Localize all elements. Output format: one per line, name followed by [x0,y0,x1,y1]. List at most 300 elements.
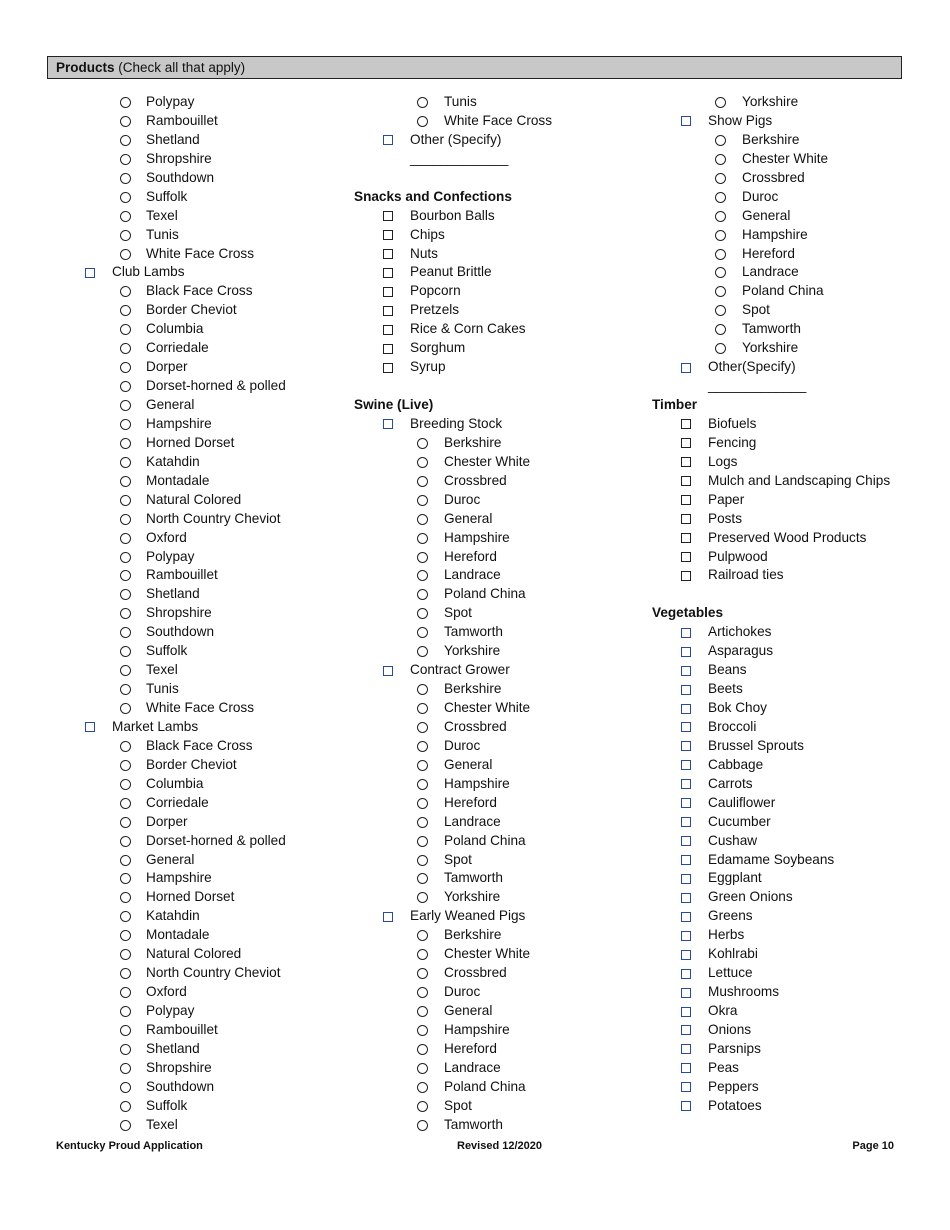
checkbox[interactable] [681,704,691,714]
radio-option[interactable] [120,930,131,941]
option-label: Black Face Cross [146,283,253,299]
radio-option[interactable] [417,589,428,600]
option-label: Beets [708,681,743,697]
checkbox[interactable] [681,552,691,562]
option-label: Montadale [146,472,210,488]
radio-option[interactable] [417,1101,428,1112]
option-label: Sorghum [410,340,466,356]
checkbox[interactable] [383,211,393,221]
option-label: Tunis [146,681,179,697]
option-label: Hampshire [146,870,212,886]
option-label: General [444,756,493,772]
option-label: Onions [708,1021,752,1037]
checkbox[interactable] [681,419,691,429]
radio-option[interactable] [417,495,428,506]
option-label: Texel [146,662,178,678]
radio-option[interactable] [715,305,726,316]
option-label: White Face Cross [146,700,255,715]
checkbox[interactable] [681,1063,691,1073]
option-label: Pretzels [410,302,460,318]
option-label: Popcorn [410,283,461,299]
option-label: Poland China [444,832,526,848]
option-label: Logs [708,453,738,469]
checkbox[interactable] [383,306,393,316]
option-label: Cucumber [708,813,771,829]
option-label: Hereford [444,548,497,564]
radio-option[interactable] [120,892,131,903]
radio-option[interactable] [417,1063,428,1074]
option-label: Duroc [444,737,481,753]
checkbox[interactable] [681,363,691,373]
radio-option[interactable] [120,230,131,241]
checkbox[interactable] [681,685,691,695]
radio-option[interactable] [417,722,428,733]
radio-option[interactable] [417,798,428,809]
radio-option[interactable] [417,97,428,108]
checkbox[interactable] [681,495,691,505]
footer-right: Page 10 [852,1140,894,1152]
checkbox[interactable] [383,135,393,145]
radio-option[interactable] [120,249,131,260]
option-label: Yorkshire [444,889,501,905]
radio-option[interactable] [120,286,131,297]
option-label: Railroad ties [708,567,784,583]
radio-option[interactable] [120,873,131,884]
checkbox[interactable] [681,779,691,789]
checkbox[interactable] [681,1007,691,1017]
radio-option[interactable] [417,438,428,449]
radio-option[interactable] [417,608,428,619]
radio-option[interactable] [120,1120,131,1131]
radio-option[interactable] [715,267,726,278]
footer-center: Revised 12/2020 [457,1140,543,1152]
heading-label: Timber [652,397,698,412]
option-label: Posts [708,510,742,526]
option-label: Tamworth [444,870,503,886]
radio-option[interactable] [417,703,428,714]
checkbox[interactable] [681,969,691,979]
checkbox[interactable] [681,931,691,941]
checkbox[interactable] [383,287,393,297]
checkbox[interactable] [383,419,393,429]
option-label: General [444,510,493,526]
radio-option[interactable] [120,211,131,222]
option-label: Texel [146,1116,178,1132]
checkbox[interactable] [85,722,95,732]
option-label: Yorkshire [444,643,501,659]
radio-option[interactable] [120,495,131,506]
radio-option[interactable] [715,211,726,222]
checkbox[interactable] [681,628,691,638]
radio-option[interactable] [120,836,131,847]
radio-option[interactable] [417,476,428,487]
radio-option[interactable] [417,930,428,941]
radio-option[interactable] [120,1044,131,1055]
option-label: Suffolk [146,643,188,659]
option-label: Herbs [708,927,745,943]
radio-option[interactable] [120,570,131,581]
radio-option[interactable] [417,949,428,960]
option-label: Dorset-horned & polled [146,378,286,394]
option-label: Katahdin [146,453,200,469]
radio-option[interactable] [417,779,428,790]
radio-option[interactable] [120,760,131,771]
radio-option[interactable] [120,1082,131,1093]
option-label: Polypay [146,548,195,564]
radio-option[interactable] [120,305,131,316]
radio-option[interactable] [120,684,131,695]
option-label: Potatoes [708,1097,762,1113]
radio-option[interactable] [715,192,726,203]
checkbox[interactable] [383,249,393,259]
option-label: Syrup [410,359,446,375]
radio-option[interactable] [120,741,131,752]
option-label: Other(Specify) [708,359,796,375]
radio-option[interactable] [417,1082,428,1093]
option-label: Yorkshire [742,340,799,356]
radio-option[interactable] [417,457,428,468]
option-label: Chester White [742,150,829,166]
checkbox[interactable] [681,741,691,751]
option-label: Parsnips [708,1040,761,1056]
checkbox[interactable] [681,457,691,467]
radio-option[interactable] [715,97,726,108]
option-label: Landrace [742,264,799,280]
checkbox[interactable] [681,514,691,524]
radio-option[interactable] [120,1063,131,1074]
option-label: Poland China [742,283,824,299]
heading-label: Snacks and Confections [354,188,512,204]
option-label: Chips [410,226,445,242]
radio-option[interactable] [417,1006,428,1017]
option-label: Spot [444,851,472,867]
option-label: Hampshire [444,529,510,545]
option-label: Brussel Sprouts [708,737,804,753]
option-label: Cabbage [708,756,764,772]
checkbox[interactable] [681,533,691,543]
option-label: Montadale [146,927,210,943]
option-label: Edamame Soybeans [708,851,835,867]
option-label: Columbia [146,775,204,791]
option-label: Tamworth [444,624,503,640]
radio-option[interactable] [417,533,428,544]
option-label: Peppers [708,1078,759,1094]
option-label: Rambouillet [146,1021,218,1037]
radio-option[interactable] [120,968,131,979]
radio-option[interactable] [417,514,428,525]
option-label: Horned Dorset [146,434,235,450]
option-label: Poland China [444,1078,526,1094]
option-label: Tamworth [444,1116,503,1132]
option-label: Natural Colored [146,946,242,962]
checkbox[interactable] [681,1044,691,1054]
radio-option[interactable] [417,817,428,828]
checkbox[interactable] [383,363,393,373]
option-label: Black Face Cross [146,737,253,753]
option-label: Market Lambs [112,718,199,734]
checkbox[interactable] [681,798,691,808]
checkbox[interactable] [681,1025,691,1035]
radio-option[interactable] [120,608,131,619]
option-label: Shropshire [146,605,212,621]
radio-option[interactable] [417,1044,428,1055]
checkbox[interactable] [383,912,393,922]
option-label: Tunis [444,94,477,109]
option-label: Hampshire [146,415,212,431]
option-label: Contract Grower [410,662,510,678]
radio-option[interactable] [120,476,131,487]
option-label: Duroc [444,984,481,1000]
radio-option[interactable] [120,949,131,960]
radio-option[interactable] [120,533,131,544]
option-label: Other (Specify) [410,131,502,147]
radio-option[interactable] [417,1025,428,1036]
option-label: Hereford [742,245,795,261]
option-label: Bok Choy [708,700,767,715]
option-label: Dorset-horned & polled [146,832,286,848]
radio-option[interactable] [417,627,428,638]
radio-option[interactable] [417,760,428,771]
option-label: Hampshire [444,1021,510,1037]
option-label: Dorper [146,813,188,829]
checkbox[interactable] [681,647,691,657]
option-label: Paper [708,491,745,507]
radio-option[interactable] [120,589,131,600]
checkbox[interactable] [681,950,691,960]
radio-option[interactable] [120,324,131,335]
specify-blank[interactable]: _____________ [410,150,509,166]
radio-option[interactable] [417,646,428,657]
option-label: Shetland [146,131,200,147]
option-label: Chester White [444,700,531,715]
option-label: Dorper [146,359,188,375]
checkbox[interactable] [383,268,393,278]
checkbox[interactable] [383,325,393,335]
radio-option[interactable] [417,836,428,847]
option-label: Berkshire [444,434,502,450]
option-label: North Country Cheviot [146,510,281,526]
option-label: Shropshire [146,1059,212,1075]
option-label: Kohlrabi [708,946,758,962]
radio-option[interactable] [417,987,428,998]
specify-blank[interactable]: _____________ [708,378,807,394]
option-label: Biofuels [708,415,757,431]
option-label: Spot [444,1097,472,1113]
checkbox[interactable] [681,722,691,732]
option-label: Spot [444,605,472,621]
option-label: Border Cheviot [146,302,237,318]
radio-option[interactable] [715,135,726,146]
option-label: Southdown [146,624,215,640]
radio-option[interactable] [120,97,131,108]
radio-option[interactable] [417,855,428,866]
radio-option[interactable] [120,779,131,790]
option-label: Bourbon Balls [410,207,495,223]
radio-option[interactable] [715,343,726,354]
checkbox[interactable] [681,874,691,884]
option-label: Broccoli [708,718,757,734]
option-label: Tunis [146,226,179,242]
option-label: Southdown [146,169,215,185]
option-label: Show Pigs [708,112,773,128]
option-label: Nuts [410,245,438,261]
radio-option[interactable] [120,173,131,184]
radio-option[interactable] [120,627,131,638]
option-label: Cushaw [708,832,758,848]
checkbox[interactable] [383,344,393,354]
option-label: Shetland [146,1040,200,1056]
checkbox[interactable] [681,912,691,922]
radio-option[interactable] [120,1101,131,1112]
option-label: Crossbred [444,472,507,488]
option-label: General [146,397,195,412]
option-label: Oxford [146,984,187,1000]
radio-option[interactable] [120,438,131,449]
section-title: Products [56,60,115,75]
radio-option[interactable] [120,552,131,563]
checkbox[interactable] [681,988,691,998]
radio-option[interactable] [120,665,131,676]
option-label: Poland China [444,586,526,602]
radio-option[interactable] [120,911,131,922]
checkbox[interactable] [681,893,691,903]
radio-option[interactable] [120,381,131,392]
radio-option[interactable] [715,286,726,297]
option-label: Peas [708,1059,739,1075]
checkbox[interactable] [681,116,691,126]
checkbox[interactable] [681,1082,691,1092]
section-note: (Check all that apply) [118,60,246,75]
radio-option[interactable] [120,400,131,411]
radio-option[interactable] [120,343,131,354]
radio-option[interactable] [120,135,131,146]
option-label: Mulch and Landscaping Chips [708,472,891,488]
option-label: General [146,851,195,867]
option-label: General [742,207,791,223]
radio-option[interactable] [715,173,726,184]
radio-option[interactable] [120,646,131,657]
option-label: Columbia [146,321,204,337]
checkbox[interactable] [681,817,691,827]
option-label: Landrace [444,567,501,583]
checkbox[interactable] [681,476,691,486]
radio-option[interactable] [417,741,428,752]
radio-option[interactable] [120,817,131,828]
radio-option[interactable] [120,154,131,165]
option-label: Katahdin [146,908,200,924]
checkbox[interactable] [681,571,691,581]
option-label: Berkshire [742,131,800,147]
option-label: Carrots [708,775,753,791]
radio-option[interactable] [120,703,131,714]
checkbox[interactable] [85,268,95,278]
checkbox[interactable] [681,438,691,448]
option-label: Chester White [444,946,531,962]
option-label: Horned Dorset [146,889,235,905]
option-label: North Country Cheviot [146,965,281,981]
option-label: Rambouillet [146,112,218,128]
radio-option[interactable] [120,1025,131,1036]
radio-option[interactable] [417,570,428,581]
option-label: Rice & Corn Cakes [410,321,526,337]
radio-option[interactable] [120,116,131,127]
radio-option[interactable] [120,457,131,468]
option-label: Asparagus [708,643,773,659]
radio-option[interactable] [417,968,428,979]
radio-option[interactable] [120,855,131,866]
radio-option[interactable] [120,798,131,809]
option-label: Shetland [146,586,200,602]
radio-option[interactable] [417,873,428,884]
option-label: Berkshire [444,681,502,697]
option-label: Mushrooms [708,984,780,1000]
checkbox[interactable] [681,666,691,676]
checkbox[interactable] [681,836,691,846]
radio-option[interactable] [417,684,428,695]
option-label: Hereford [444,794,497,810]
checkbox[interactable] [681,760,691,770]
radio-option[interactable] [417,892,428,903]
radio-option[interactable] [417,552,428,563]
option-label: Texel [146,207,178,223]
checkbox[interactable] [681,855,691,865]
option-label: Crossbred [444,718,507,734]
option-label: Berkshire [444,927,502,943]
option-label: Natural Colored [146,491,242,507]
option-label: Spot [742,302,770,318]
radio-option[interactable] [120,192,131,203]
radio-option[interactable] [715,230,726,241]
checkbox[interactable] [383,230,393,240]
option-label: Breeding Stock [410,415,503,431]
option-label: Suffolk [146,188,188,204]
option-label: Tamworth [742,321,801,337]
section-header [47,56,902,79]
option-label: Suffolk [146,1097,188,1113]
radio-option[interactable] [120,987,131,998]
checkbox[interactable] [681,1101,691,1111]
option-label: White Face Cross [146,245,255,261]
radio-option[interactable] [715,154,726,165]
option-label: Fencing [708,434,757,450]
option-label: Chester White [444,453,531,469]
option-label: Early Weaned Pigs [410,908,526,924]
radio-option[interactable] [120,362,131,373]
option-label: Duroc [742,188,779,204]
option-label: Cauliflower [708,794,776,810]
option-label: Shropshire [146,150,212,166]
option-label: Club Lambs [112,264,185,280]
option-label: Hampshire [444,775,510,791]
radio-option[interactable] [120,419,131,430]
checkbox[interactable] [383,666,393,676]
radio-option[interactable] [120,1006,131,1017]
option-label: Hampshire [742,226,808,242]
footer-left: Kentucky Proud Application [56,1140,203,1152]
option-label: Landrace [444,813,501,829]
radio-option[interactable] [417,1120,428,1131]
option-label: Hereford [444,1040,497,1056]
radio-option[interactable] [715,249,726,260]
radio-option[interactable] [417,116,428,127]
option-label: Crossbred [444,965,507,981]
option-label: Beans [708,662,747,678]
radio-option[interactable] [120,514,131,525]
radio-option[interactable] [715,324,726,335]
option-label: Corriedale [146,340,209,356]
option-label: Duroc [444,491,481,507]
option-label: Peanut Brittle [410,264,492,280]
